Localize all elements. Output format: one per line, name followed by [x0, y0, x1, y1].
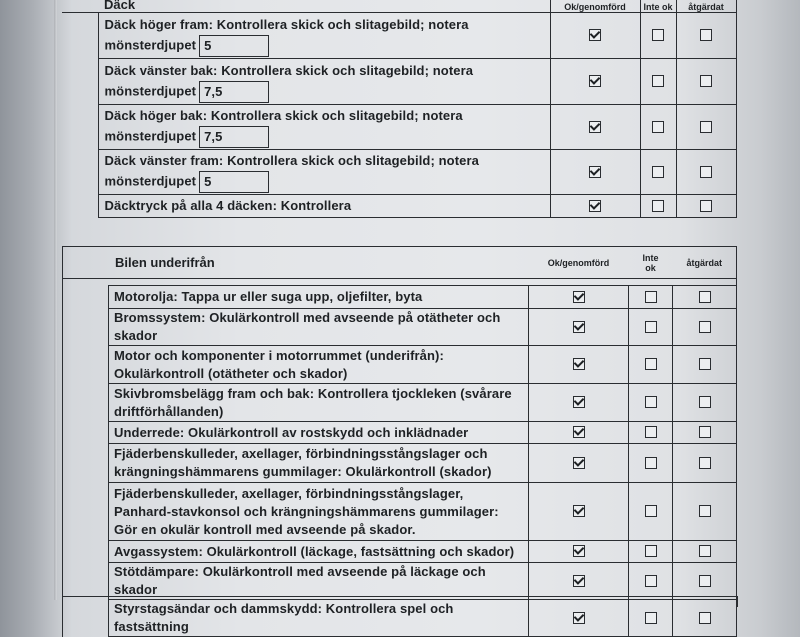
- item-description: mönsterdjupet: [104, 128, 197, 144]
- not-ok-checkbox[interactable]: [652, 75, 664, 87]
- ok-checkbox[interactable]: [573, 505, 585, 517]
- column-header-not-ok: Inte ok: [643, 2, 673, 12]
- column-header-fixed: åtgärdat: [688, 2, 724, 12]
- tire-checklist-table: [62, 0, 737, 218]
- item-description: Däck vänster fram: Kontrollera skick och slitagebild; notera: [104, 153, 479, 168]
- ok-checkbox[interactable]: [573, 457, 585, 469]
- next-section-table: [62, 596, 738, 607]
- table-row: [63, 286, 737, 309]
- column-header-not-ok: Inte ok: [642, 252, 659, 273]
- tread-depth-field[interactable]: 5: [199, 171, 269, 193]
- table-row: [63, 483, 737, 541]
- item-description: Motor och komponenter i motorrummet (underifrån): Okulärkontroll (otätheter och skador): [114, 347, 444, 381]
- table-header: [62, 0, 736, 13]
- ok-checkbox[interactable]: [573, 612, 585, 624]
- tread-depth-field[interactable]: 7,5: [199, 126, 269, 148]
- item-description: Styrstagsändar och dammskydd: Kontrollera spel och fastsättning: [114, 601, 454, 634]
- tread-depth-field[interactable]: 7,5: [199, 81, 269, 103]
- ok-checkbox[interactable]: [573, 358, 585, 370]
- table-row: [63, 309, 737, 346]
- ok-checkbox[interactable]: [573, 291, 585, 303]
- not-ok-checkbox[interactable]: [645, 612, 657, 624]
- not-ok-checkbox[interactable]: [645, 545, 657, 557]
- item-description: Fjäderbenskulleder, axellager, förbindningsstångslager, Panhard-stavkonsol och krängningshämmarens gummilager: Gör en okulär kontroll med avseende på skador.: [114, 485, 499, 537]
- section-title: Bilen underifrån: [115, 255, 215, 270]
- table-row: [62, 13, 736, 59]
- item-description: Fjäderbenskulleder, axellager, förbindningsstångslager och krängningshämmarens gummilager: Okulärkontroll (skador): [114, 446, 492, 479]
- table-row: [63, 563, 737, 600]
- table-row: [63, 422, 737, 444]
- underbody-checklist-table: [62, 246, 737, 637]
- fixed-checkbox[interactable]: [700, 121, 712, 133]
- ok-checkbox[interactable]: [589, 75, 601, 87]
- column-header-ok: Ok/genomförd: [547, 257, 610, 268]
- not-ok-checkbox[interactable]: [645, 426, 657, 438]
- ok-checkbox[interactable]: [589, 29, 601, 41]
- item-description: Däck höger fram: Kontrollera skick och slitagebild; notera: [104, 16, 469, 32]
- item-description: mönsterdjupet: [104, 173, 197, 189]
- item-description: Däcktryck på alla 4 däcken: Kontrollera: [104, 198, 352, 213]
- ok-checkbox[interactable]: [589, 121, 601, 133]
- item-description: Motorolja: Tappa ur eller suga upp, oljefilter, byta: [114, 289, 423, 304]
- table-row: [63, 444, 737, 483]
- not-ok-checkbox[interactable]: [652, 200, 664, 212]
- paper-fold: [54, 0, 57, 600]
- tread-depth-field[interactable]: 5: [199, 35, 269, 57]
- item-description: Däck vänster bak: Kontrollera skick och slitagebild; notera: [104, 62, 474, 78]
- table-row: [62, 150, 736, 195]
- not-ok-checkbox[interactable]: [645, 291, 657, 303]
- table-header: [63, 247, 737, 279]
- fixed-checkbox[interactable]: [700, 29, 712, 41]
- section-title: Däck: [104, 0, 136, 12]
- table-row: [62, 195, 736, 218]
- not-ok-checkbox[interactable]: [652, 29, 664, 41]
- ok-checkbox[interactable]: [573, 545, 585, 557]
- ok-checkbox[interactable]: [573, 396, 585, 408]
- not-ok-checkbox[interactable]: [645, 396, 657, 408]
- table-row: [63, 541, 737, 563]
- fixed-checkbox[interactable]: [699, 575, 711, 587]
- fixed-checkbox[interactable]: [699, 358, 711, 370]
- ok-checkbox[interactable]: [573, 426, 585, 438]
- not-ok-checkbox[interactable]: [645, 321, 657, 333]
- fixed-checkbox[interactable]: [700, 166, 712, 178]
- not-ok-checkbox[interactable]: [645, 575, 657, 587]
- item-description: Bromssystem: Okulärkontroll med avseende på otätheter och skador: [114, 310, 501, 343]
- fixed-checkbox[interactable]: [699, 291, 711, 303]
- fixed-checkbox[interactable]: [699, 612, 711, 624]
- not-ok-checkbox[interactable]: [652, 121, 664, 133]
- item-description: Underrede: Okulärkontroll av rostskydd och inklädnader: [114, 424, 469, 440]
- fixed-checkbox[interactable]: [700, 200, 712, 212]
- fixed-checkbox[interactable]: [699, 321, 711, 333]
- table-row: [62, 59, 736, 105]
- table-row: [63, 384, 737, 422]
- fixed-checkbox[interactable]: [699, 545, 711, 557]
- item-description: mönsterdjupet: [104, 82, 197, 98]
- ok-checkbox[interactable]: [589, 166, 601, 178]
- item-description: Stötdämpare: Okulärkontroll med avseende på läckage och skador: [114, 564, 486, 597]
- item-description: Skivbromsbelägg fram och bak: Kontrollera tjockleken (svårare driftförhållanden): [114, 385, 512, 419]
- table-row: [62, 105, 736, 150]
- not-ok-checkbox[interactable]: [645, 457, 657, 469]
- item-description: Däck höger bak: Kontrollera skick och slitagebild; notera: [104, 108, 463, 123]
- ok-checkbox[interactable]: [573, 575, 585, 587]
- not-ok-checkbox[interactable]: [645, 358, 657, 370]
- table-row: [63, 346, 737, 384]
- not-ok-checkbox[interactable]: [652, 166, 664, 178]
- column-header-fixed: åtgärdat: [686, 257, 722, 268]
- ok-checkbox[interactable]: [589, 200, 601, 212]
- fixed-checkbox[interactable]: [699, 457, 711, 469]
- fixed-checkbox[interactable]: [699, 505, 711, 517]
- fixed-checkbox[interactable]: [699, 396, 711, 408]
- not-ok-checkbox[interactable]: [645, 505, 657, 517]
- fixed-checkbox[interactable]: [700, 75, 712, 87]
- fixed-checkbox[interactable]: [699, 426, 711, 438]
- column-header-ok: Ok/genomförd: [564, 2, 626, 12]
- ok-checkbox[interactable]: [573, 321, 585, 333]
- item-description: mönsterdjupet: [104, 36, 197, 52]
- item-description: Avgassystem: Okulärkontroll (läckage, fastsättning och skador): [114, 543, 515, 559]
